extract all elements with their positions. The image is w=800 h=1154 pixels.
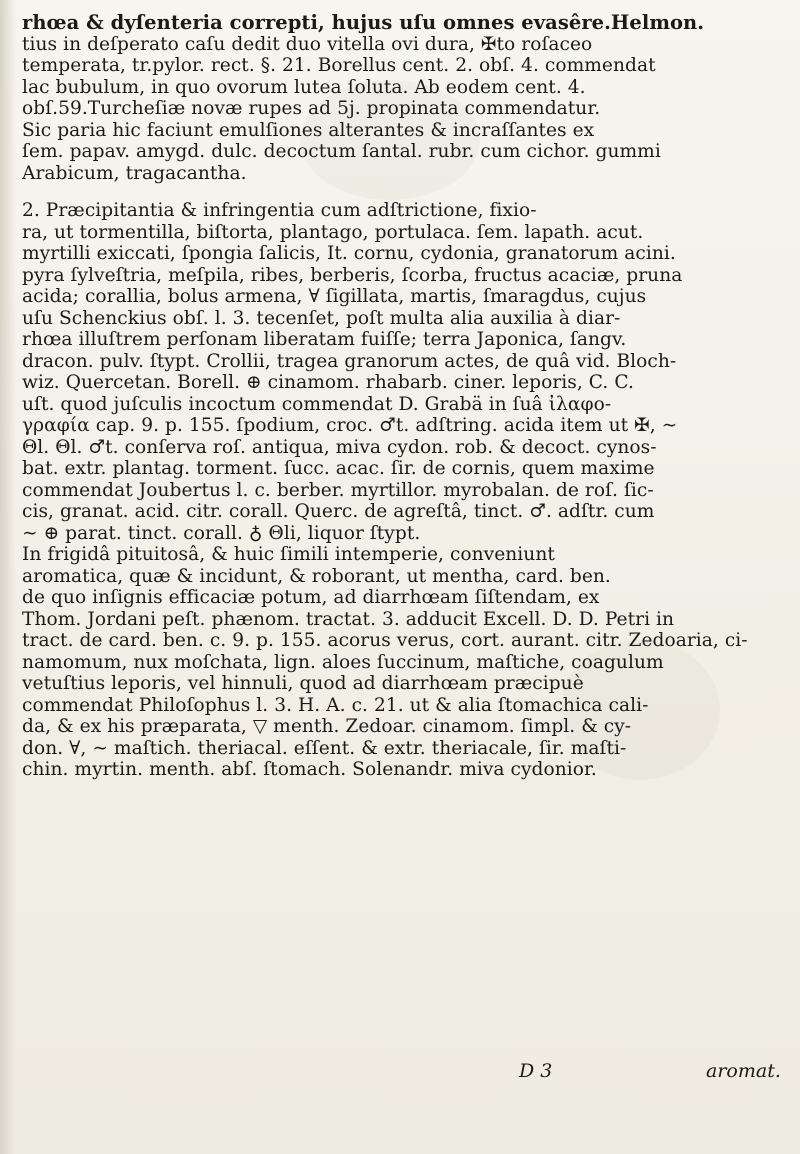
signature-mark: D 3 [519,1060,553,1082]
text-line: commendat Philoſophus l. 3. H. A. c. 21. ut & alia ſtomachica cali- [22,694,649,716]
text-line: uſu Schenckius obſ. l. 3. tecenſet, poſt multa alia auxilia à diar- [22,307,621,329]
text-line: ſem. papav. amygd. dulc. decoctum ſantal. rubr. cum cichor. gummi [22,141,661,162]
text-line: acida; corallia, bolus armena, ∀ ſigillata, martis, ſmaragdus, cujus [22,286,647,307]
text-line: da, & ex his præparata, ▽ menth. Zedoar. cinamom. ſimpl. & cy- [22,716,632,737]
page-footer [0,1060,800,1086]
text-line: Arabicum, tragacantha. [22,162,247,184]
text-line: tract. de card. ben. c. 9. p. 155. acorus verus, cort. aurant. citr. Zedoaria, ci- [22,630,748,651]
text-line: wiz. Quercetan. Borell. ⊕ cinamom. rhabarb. ciner. leporis, C. C. [22,372,634,393]
text-line: vetuſtius leporis, vel hinnuli, quod ad diarrhœam præcipuè [22,673,584,694]
text-line: rhœa illuſtrem perſonam liberatam fuiſſe; terra Japonica, ſangv. [22,329,627,350]
text-line: bat. extr. plantag. torment. ſucc. acac. ſir. de cornis, quem maxime [22,458,655,479]
text-line: chin. myrtin. menth. abſ. ſtomach. Solenandr. miva cydonior. [22,759,597,780]
text-line: cis, granat. acid. citr. corall. Querc. de agreſtâ, tinct. ♂. adſtr. cum [22,501,655,522]
text-line: pyra ſylveſtria, meſpila, ribes, berberis, ſcorba, fructus acaciæ, pruna [22,264,683,286]
text-line: don. ∀, ∼ maſtich. theriacal. eſſent. & extr. theriacale, ſir. maſti- [22,737,627,759]
text-line: temperata, tr.pylor. rect. §. 21. Borellus cent. 2. obſ. 4. commendat [22,55,656,76]
text-line: de quo inſignis efficaciæ potum, ad diarrhœam ſiſtendam, ex [22,587,600,608]
catchword: aromat. [706,1060,781,1082]
paragraph-1 [22,12,792,184]
text-line: Sic paria hic faciunt emulſiones alterantes & incraſſantes ex [22,119,595,141]
text-line: γραφία cap. 9. p. 155. ſpodium, croc. ♂t. adſtring. acida item ut ✠, ∼ [22,415,678,436]
text-line: 2. Præcipitantia & infringentia cum adſtrictione, fixio- [22,200,537,221]
text-line: commendat Joubertus l. c. berber. myrtillor. myrobalan. de roſ. ſic- [22,479,654,501]
text-line: In frigidâ pituitosâ, & huic ſimili intemperie, conveniunt [22,544,555,565]
text-line: namomum, nux moſchata, lign. aloes ſuccinum, maſtiche, coagulum [22,651,664,673]
page-gutter-shadow [0,0,16,1154]
text-line: lac bubulum, in quo ovorum lutea ſoluta. Ab eodem cent. 4. [22,76,586,98]
text-line: Thom. Jordani peſt. phænom. tractat. 3. adducit Excell. D. D. Petri in [22,608,675,630]
text-line: myrtilli exiccati, ſpongia ſalicis, It. cornu, cydonia, granatorum acini. [22,243,676,264]
text-line: rhœa & dyſenteria correpti, hujus uſu omnes evasêre.Helmon. [22,12,705,34]
text-line: aromatica, quæ & incidunt, & roborant, ut mentha, card. ben. [22,565,611,587]
text-line: dracon. pulv. ſtypt. Crollii, tragea granorum actes, de quâ vid. Bloch- [22,350,677,372]
text-line: Θl. Θl. ♂t. conſerva roſ. antiqua, miva cydon. rob. & decoct. cynos- [22,436,657,458]
text-line: uſt. quod juſculis incoctum commendat D. Grabä in ſuâ ἰλαφο- [22,393,612,415]
text-line: tius in deſperato caſu dedit duo vitella ovi dura, ✠to roſaceo [22,33,593,55]
paragraph-2 [22,200,792,781]
text-line: ra, ut tormentilla, biſtorta, plantago, portulaca. ſem. lapath. acut. [22,221,644,243]
text-line: ∼ ⊕ parat. tinct. corall. ♁ Θli, liquor ſtypt. [22,522,421,544]
body-text [22,12,792,783]
text-line: obſ.59.Turcheſiæ novæ rupes ad 5j. propinata commendatur. [22,98,601,119]
